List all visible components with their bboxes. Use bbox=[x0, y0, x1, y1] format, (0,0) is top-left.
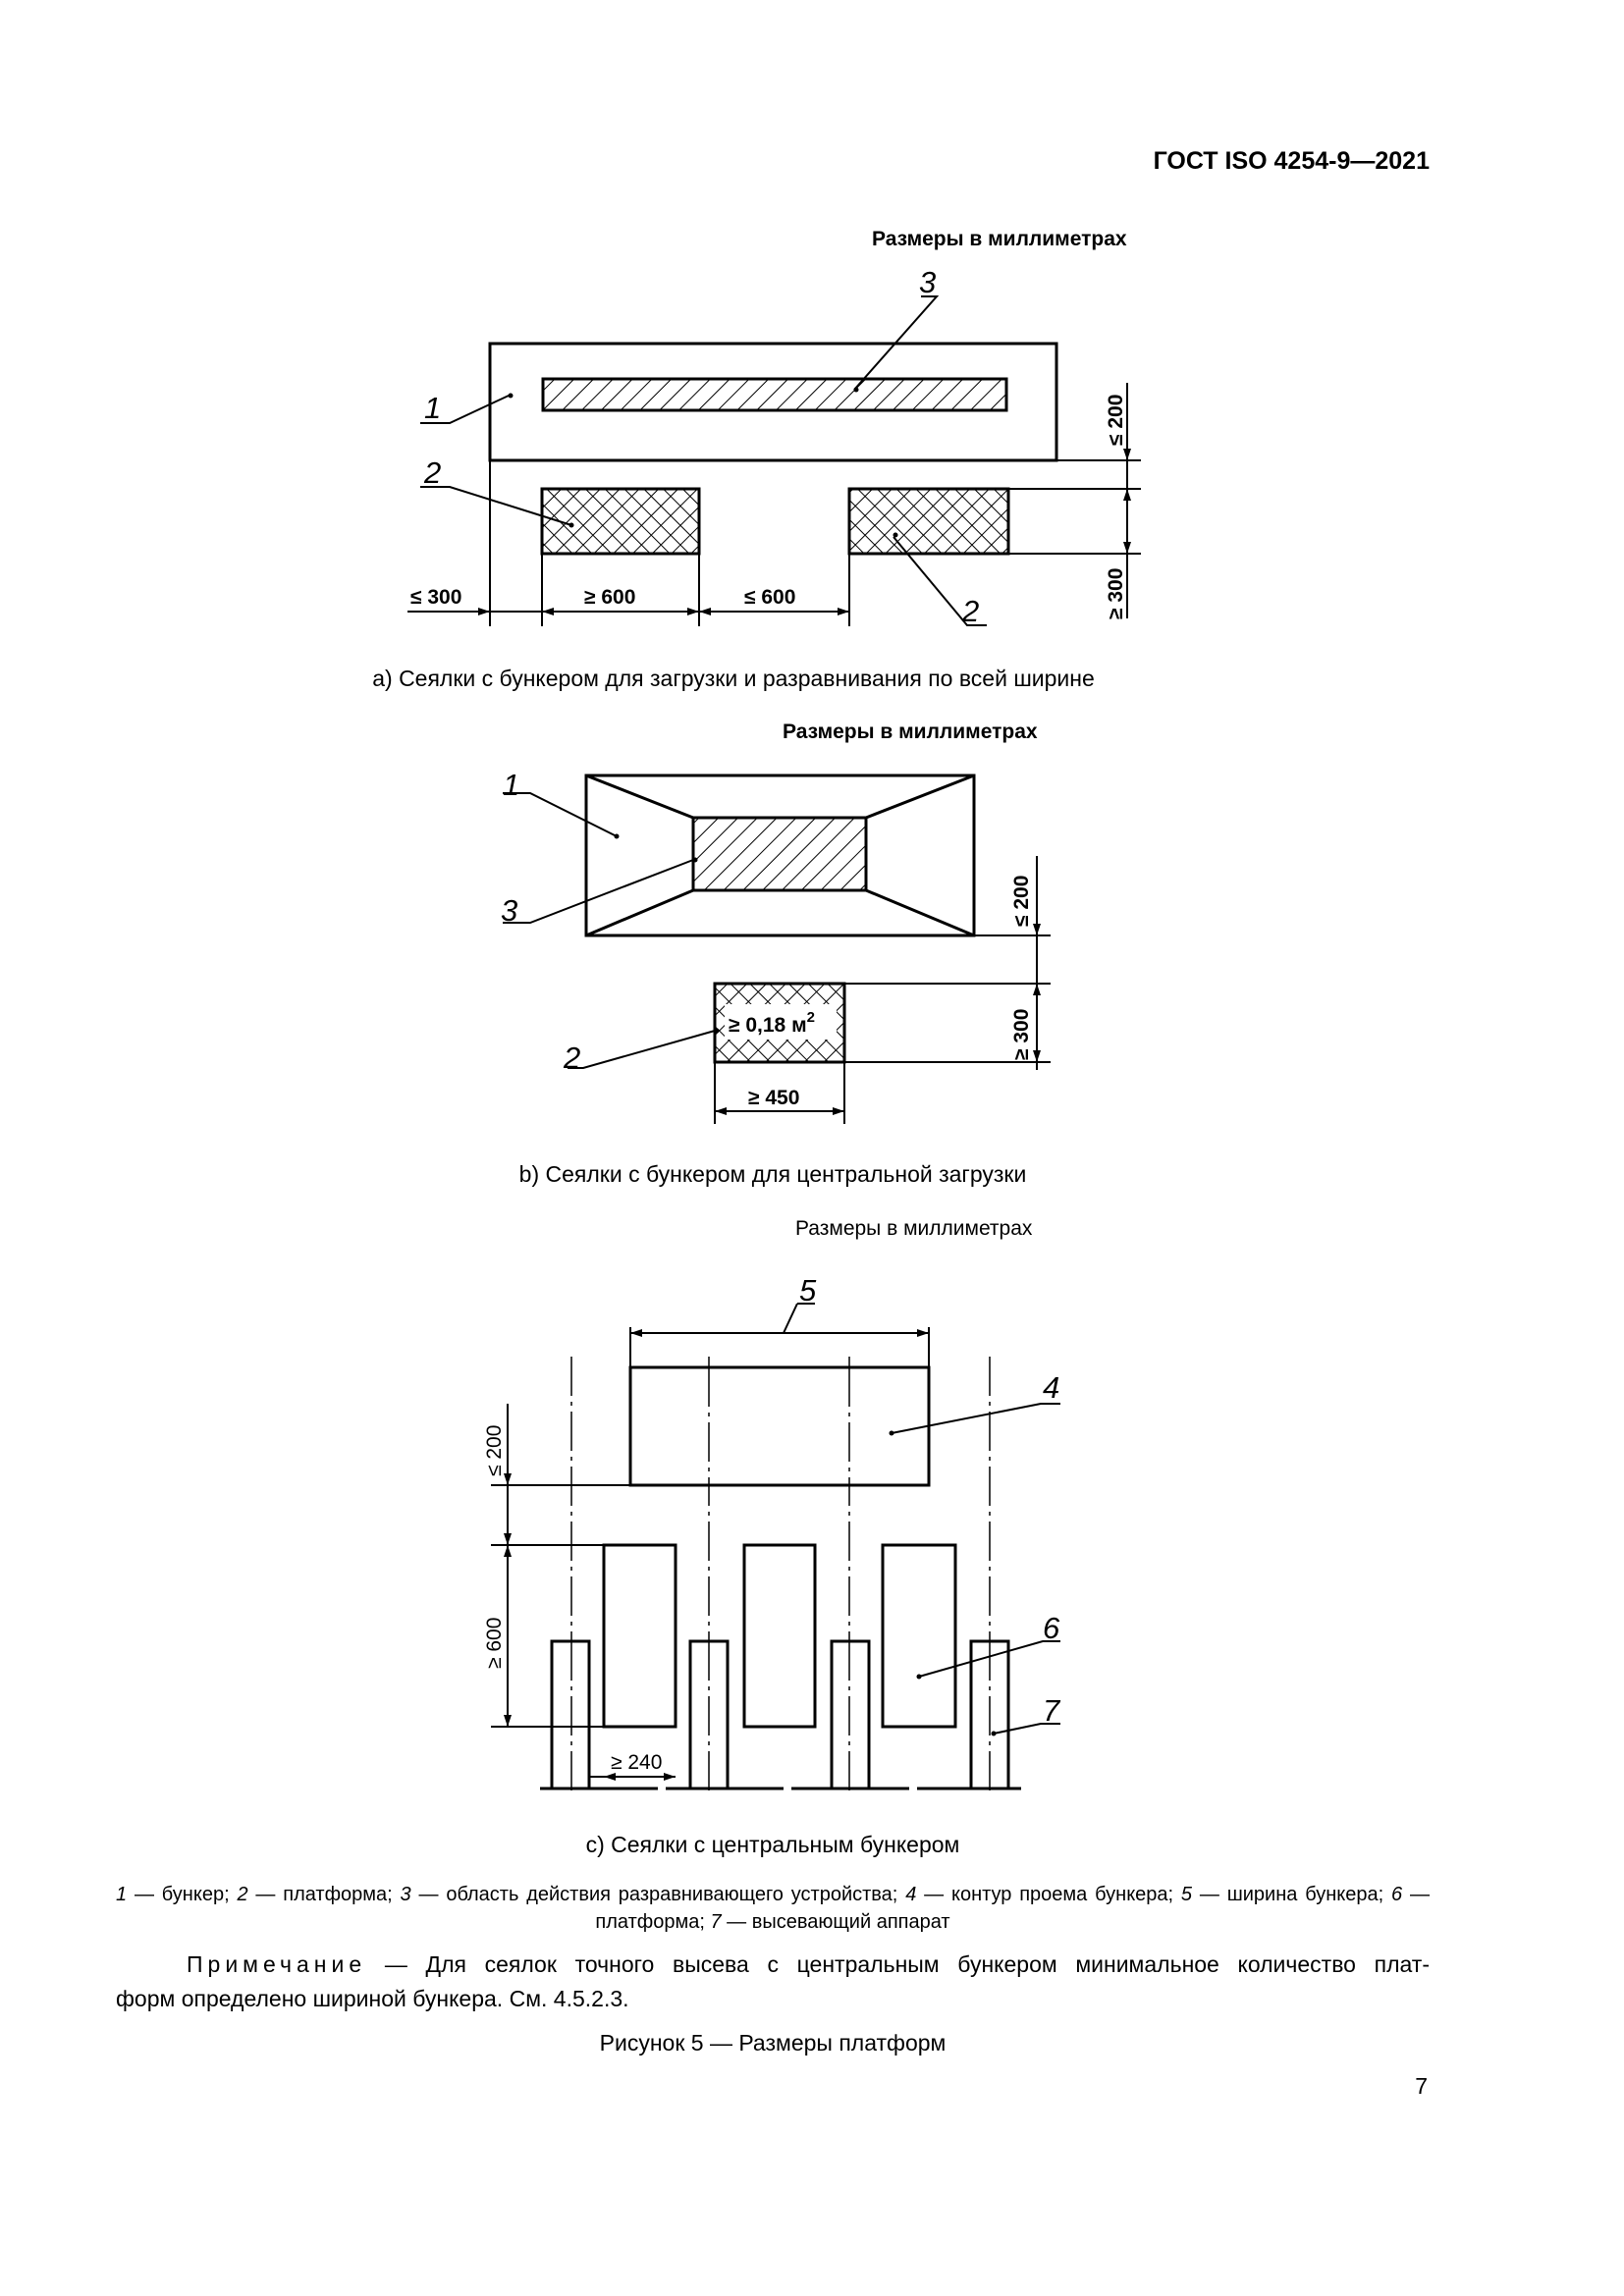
note-line-1: — Для сеялок точного высева с центральным бункером минимальное количество плат- bbox=[366, 1951, 1430, 1977]
dim-a-ge300: ≥ 300 bbox=[1105, 567, 1127, 619]
platform-a-right bbox=[849, 489, 1008, 554]
units-note-b: Размеры в миллиметрах bbox=[783, 721, 1038, 743]
label-c-5: 5 bbox=[799, 1273, 817, 1308]
label-c-7: 7 bbox=[1043, 1693, 1060, 1728]
legend-num-6: 6 bbox=[1391, 1884, 1403, 1905]
legend-num-7: 7 bbox=[710, 1911, 722, 1933]
dim-c-ge600: ≥ 600 bbox=[483, 1617, 506, 1669]
note-line-2: форм определено шириной бункера. См. 4.5.2.3. bbox=[116, 1986, 629, 2011]
label-a-3: 3 bbox=[919, 265, 937, 299]
label-a-1: 1 bbox=[424, 391, 442, 425]
dim-a-le300: ≤ 300 bbox=[410, 586, 462, 609]
note-label: Примечание bbox=[187, 1951, 367, 1977]
legend-num-1: 1 bbox=[116, 1884, 128, 1905]
leveller-area-a bbox=[543, 379, 1006, 410]
label-a-2-right: 2 bbox=[962, 594, 980, 628]
units-note-c: Размеры в миллиметрах bbox=[795, 1217, 1033, 1240]
dim-b-ge300: ≥ 300 bbox=[1010, 1008, 1033, 1060]
hopper-opening-c bbox=[630, 1367, 929, 1485]
caption-c: c) Сеялки с центральным бункером bbox=[585, 1832, 960, 1857]
metering-unit-3 bbox=[832, 1641, 869, 1789]
label-c-4: 4 bbox=[1043, 1370, 1060, 1405]
platform-c-2 bbox=[744, 1545, 815, 1727]
note-block bbox=[116, 1948, 1430, 2016]
figure-c-drawing bbox=[0, 1256, 1624, 1806]
dim-b-le200: ≤ 200 bbox=[1010, 875, 1033, 927]
metering-unit-1 bbox=[552, 1641, 589, 1789]
dim-b-ge450: ≥ 450 bbox=[748, 1087, 800, 1109]
legend-num-2: 2 bbox=[237, 1884, 248, 1905]
page-number: 7 bbox=[1415, 2073, 1428, 2099]
document-header: ГОСТ ISO 4254-9—2021 bbox=[1153, 147, 1430, 175]
dim-a-le600: ≤ 600 bbox=[744, 586, 796, 609]
units-note-a: Размеры в миллиметрах bbox=[872, 228, 1127, 250]
label-a-2-left: 2 bbox=[424, 455, 442, 490]
platform-a-left bbox=[542, 489, 699, 554]
caption-a: а) Сеялки с бункером для загрузки и разравнивания по всей ширине bbox=[372, 666, 1095, 691]
dim-a-ge600: ≥ 600 bbox=[584, 586, 636, 609]
legend-num-3: 3 bbox=[400, 1884, 411, 1905]
dim-c-le200: ≤ 200 bbox=[483, 1424, 506, 1476]
figure-title: Рисунок 5 — Размеры платформ bbox=[599, 2030, 947, 2056]
dim-c-ge240: ≥ 240 bbox=[611, 1751, 663, 1774]
caption-b: b) Сеялки с бункером для центральной загрузки bbox=[518, 1161, 1027, 1187]
label-b-3: 3 bbox=[501, 893, 518, 928]
label-b-2: 2 bbox=[564, 1041, 581, 1075]
platform-c-3 bbox=[883, 1545, 955, 1727]
label-c-6: 6 bbox=[1043, 1611, 1060, 1645]
leveller-area-b bbox=[693, 818, 866, 890]
legend-num-5: 5 bbox=[1180, 1884, 1193, 1905]
label-b-1: 1 bbox=[503, 768, 520, 802]
figure-legend: 1 — бункер; 2 — платформа; 3 — область действия разравнивающего устройства; 4 — контур проема бункера; 5 — ширина бункера; 6 — платформа; 7 — высевающий аппарат bbox=[116, 1884, 1430, 1933]
dim-a-le200: ≤ 200 bbox=[1105, 394, 1127, 446]
platform-c-1 bbox=[604, 1545, 676, 1727]
dim-b-area: ≥ 0,18 $м^2$ bbox=[729, 1009, 815, 1037]
legend-num-4: 4 bbox=[905, 1884, 917, 1905]
